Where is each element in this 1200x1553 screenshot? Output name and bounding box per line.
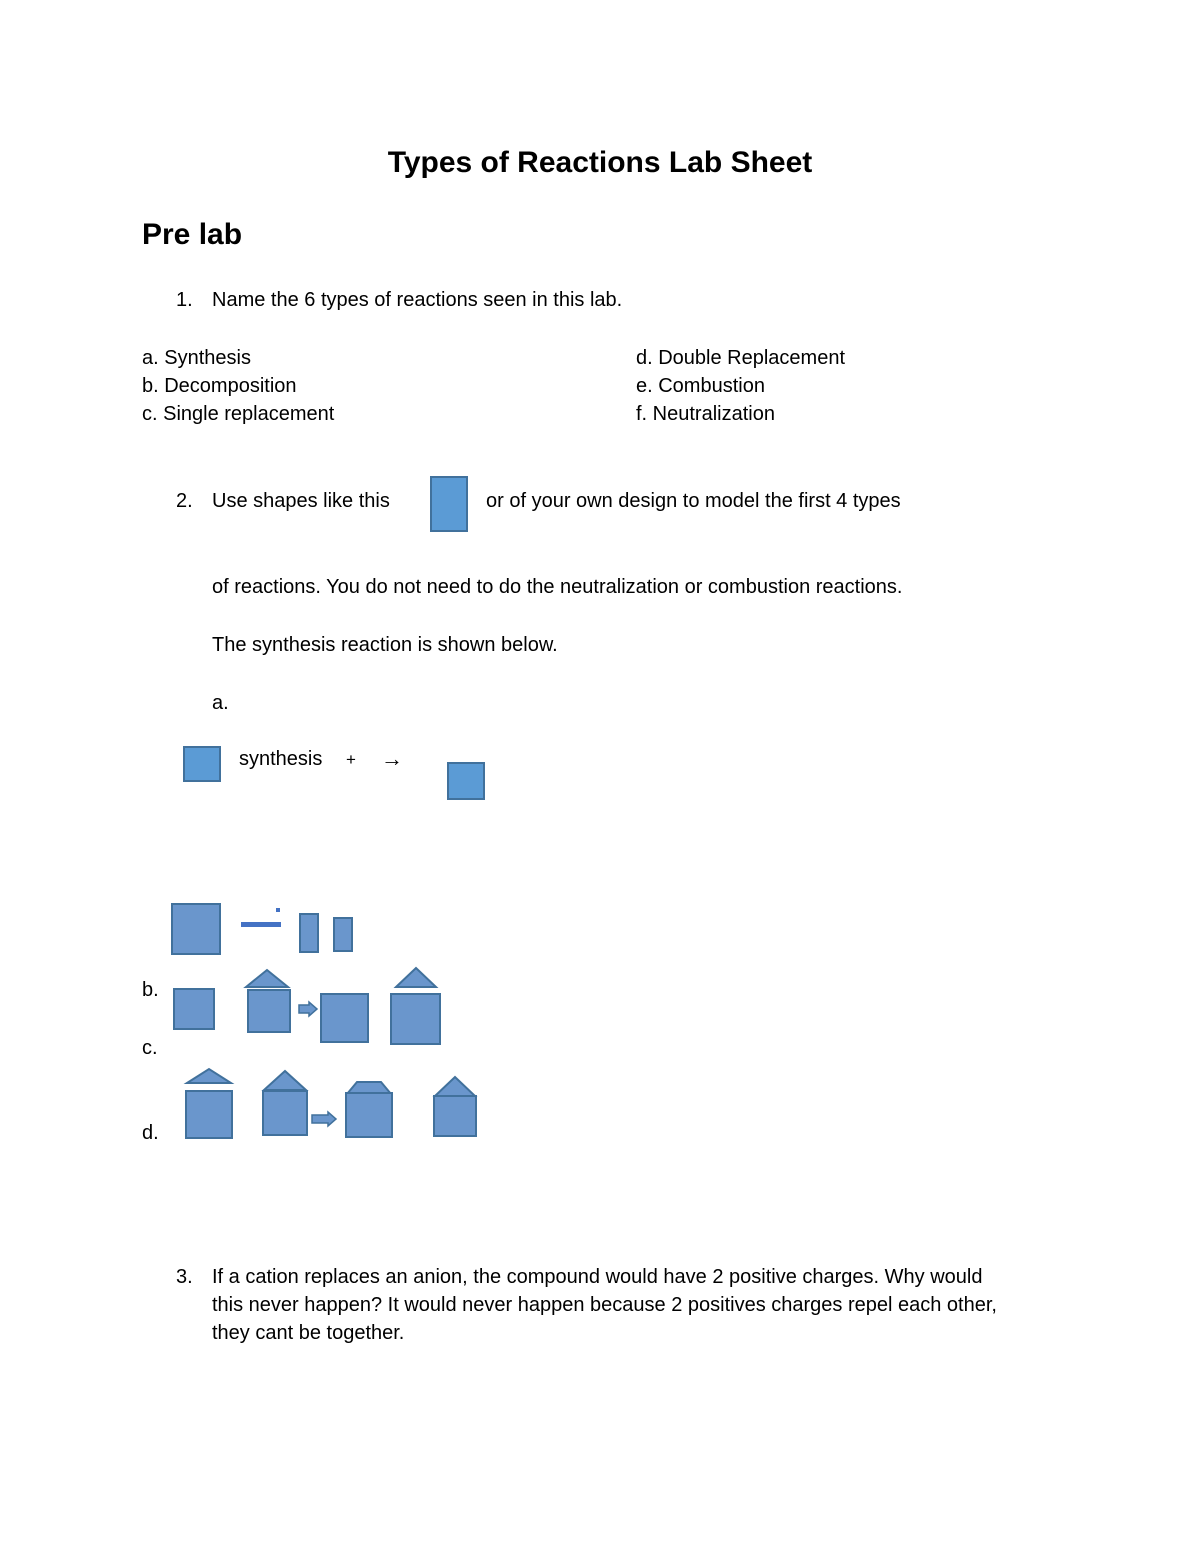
decomposition-product-rect-1 [299, 913, 319, 953]
q2-line2: of reactions. You do not need to do the neutralization or combustion reactions. [212, 576, 903, 598]
single-replacement-square-3 [320, 993, 369, 1043]
synthesis-product-square [447, 762, 485, 800]
single-replacement-square-1 [173, 988, 215, 1030]
double-replacement-square-2 [262, 1090, 308, 1136]
reaction-item-a: a. Synthesis [142, 347, 251, 369]
arrow-symbol: → [381, 746, 403, 771]
double-replacement-triangle-1 [185, 1068, 233, 1084]
q2-label-a: a. [212, 692, 229, 714]
single-replacement-arrow-icon [298, 1002, 318, 1016]
q3-line-1: If a cation replaces an anion, the compound would have 2 positive charges. Why would [212, 1266, 983, 1288]
reaction-item-c: c. Single replacement [142, 403, 335, 425]
q3-number: 3. [176, 1266, 193, 1288]
reaction-item-d: d. Double Replacement [636, 347, 846, 369]
q2-label-c: c. [142, 1037, 158, 1059]
reaction-item-b: b. Decomposition [142, 375, 297, 397]
decomposition-arrow-icon [241, 922, 281, 927]
q3-line-3: they cant be together. [212, 1322, 405, 1344]
example-shape [430, 476, 468, 532]
double-replacement-square-3 [345, 1092, 393, 1138]
double-replacement-square-1 [185, 1090, 233, 1139]
synthesis-label: synthesis [239, 748, 323, 770]
double-replacement-arrow-icon [311, 1112, 337, 1126]
q1-text: Name the 6 types of reactions seen in this lab. [212, 289, 623, 311]
synthesis-reactant-square [183, 746, 221, 782]
q2-text-before: Use shapes like this [212, 490, 390, 512]
q2-line3: The synthesis reaction is shown below. [212, 634, 558, 656]
double-replacement-triangle-2 [262, 1069, 308, 1091]
q3-line-2: this never happen? It would never happen because 2 positives charges repel each other, [212, 1294, 997, 1316]
decomposition-reactant-square [171, 903, 221, 955]
q2-label-d: d. [142, 1122, 159, 1144]
page-title: Types of Reactions Lab Sheet [387, 146, 813, 179]
single-replacement-square-4 [390, 993, 441, 1045]
section-heading: Pre lab [142, 218, 243, 251]
double-replacement-square-4 [433, 1095, 477, 1137]
reaction-item-f: f. Neutralization [636, 403, 775, 425]
decomposition-arrow-dot [276, 908, 280, 912]
single-replacement-triangle-1 [244, 968, 290, 988]
q1-number: 1. [176, 289, 193, 311]
double-replacement-triangle-4 [433, 1075, 477, 1097]
reaction-item-e: e. Combustion [636, 375, 765, 397]
single-replacement-triangle-2 [394, 966, 438, 988]
decomposition-product-rect-2 [333, 917, 353, 952]
q2-text-after: or of your own design to model the first 4 types [486, 490, 901, 512]
single-replacement-square-2 [247, 989, 291, 1033]
plus-sign: + [346, 750, 356, 769]
q2-label-b: b. [142, 979, 159, 1001]
q2-number: 2. [176, 490, 193, 512]
